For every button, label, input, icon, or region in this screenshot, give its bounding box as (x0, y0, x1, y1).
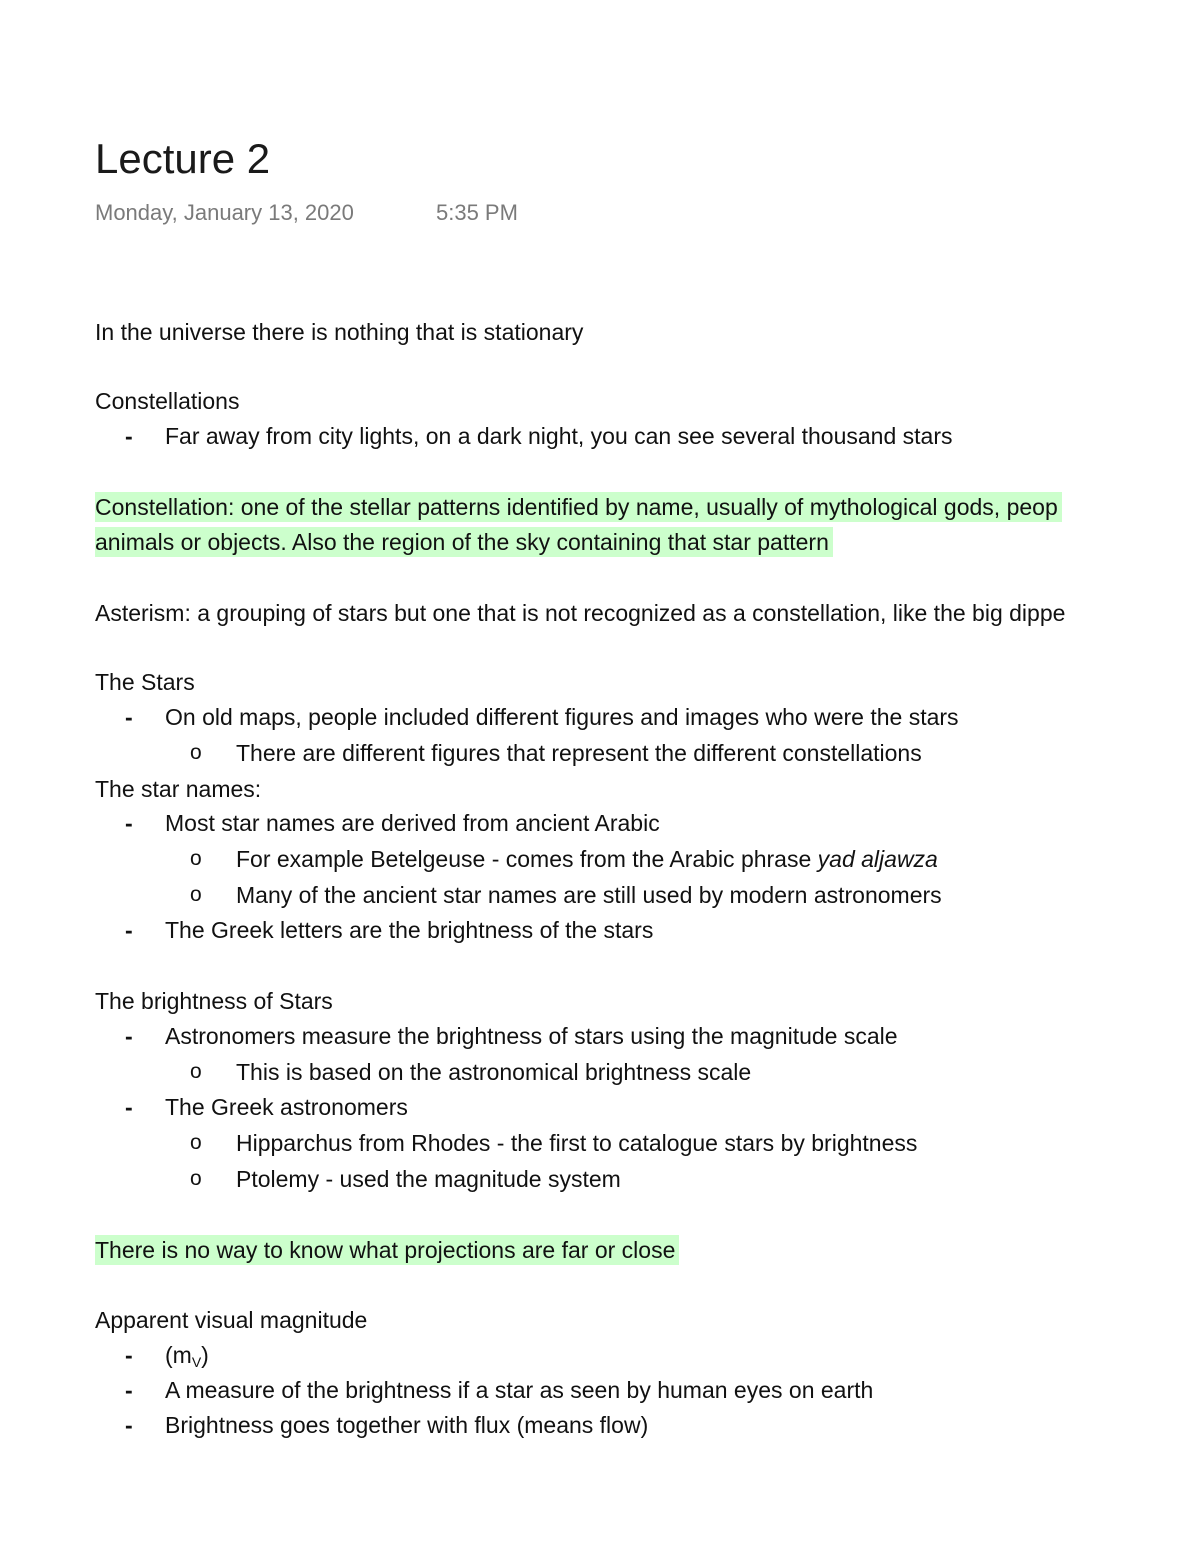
dash-bullet: - (125, 810, 133, 836)
highlight: animals or objects. Also the region of the sky containing that star pattern (95, 527, 833, 557)
page-title: Lecture 2 (95, 135, 271, 182)
brightness-subbullet-2: Hipparchus from Rhodes - the first to catalogue stars by brightness (236, 1130, 918, 1156)
circle-bullet: o (190, 1167, 202, 1190)
brightness-bullet-1: Astronomers measure the brightness of stars using the magnitude scale (165, 1023, 898, 1049)
page-meta (95, 199, 518, 227)
constellations-heading: Constellations (95, 388, 240, 414)
brightness-heading: The brightness of Stars (95, 988, 333, 1014)
apparent-bullet-2: A measure of the brightness if a star as seen by human eyes on earth (165, 1377, 874, 1403)
dash-bullet: - (125, 423, 133, 449)
brightness-subbullet-3: Ptolemy - used the magnitude system (236, 1166, 621, 1192)
star-names-subbullet-2: Many of the ancient star names are still used by modern astronomers (236, 882, 942, 908)
star-names-bullet-1: Most star names are derived from ancient Arabic (165, 810, 660, 836)
apparent-bullet-3: Brightness goes together with flux (means flow) (165, 1412, 649, 1438)
circle-bullet: o (190, 883, 202, 906)
brightness-bullet-2: The Greek astronomers (165, 1094, 408, 1120)
stars-subbullet-1: There are different figures that represent the different constellations (236, 740, 922, 766)
mv-subscript: V (191, 1354, 202, 1370)
apparent-magnitude-heading: Apparent visual magnitude (95, 1307, 368, 1333)
star-names-bullet-2: The Greek letters are the brightness of the stars (165, 917, 654, 943)
stars-bullet-1: On old maps, people included different figures and images who were the stars (165, 704, 959, 730)
highlight: There is no way to know what projections are far or close (95, 1235, 679, 1265)
circle-bullet: o (190, 847, 202, 870)
dash-bullet: - (125, 704, 133, 730)
mv-close: ) (201, 1342, 209, 1368)
dash-bullet: - (125, 1023, 133, 1049)
intro-line: In the universe there is nothing that is stationary (95, 319, 584, 345)
constellations-bullet-1: Far away from city lights, on a dark night, you can see several thousand stars (165, 423, 953, 449)
star-names-heading: The star names: (95, 776, 262, 802)
dash-bullet: - (125, 1342, 133, 1368)
dash-bullet: - (125, 1094, 133, 1120)
circle-bullet: o (190, 1060, 202, 1083)
projections-note (95, 1234, 679, 1266)
asterism-line: Asterism: a grouping of stars but one that is not recognized as a constellation, like the big dippe (95, 600, 1066, 626)
dash-bullet: - (125, 1412, 133, 1438)
betelgeuse-text: For example Betelgeuse - comes from the Arabic phrase (236, 846, 818, 872)
constellation-definition-line-2 (95, 526, 833, 558)
mv-open: (m (165, 1342, 192, 1368)
star-names-subbullet-1 (236, 843, 938, 875)
stars-heading: The Stars (95, 669, 195, 695)
arabic-phrase: yad aljawza (817, 846, 938, 872)
page-time: 5:35 PM (436, 200, 518, 225)
circle-bullet: o (190, 741, 202, 764)
dash-bullet: - (125, 917, 133, 943)
apparent-bullet-1 (165, 1339, 209, 1378)
constellation-definition-line-1 (95, 491, 1062, 523)
circle-bullet: o (190, 1131, 202, 1154)
dash-bullet: - (125, 1377, 133, 1403)
highlight: Constellation: one of the stellar patterns identified by name, usually of mythological gods, peop (95, 492, 1062, 522)
page-date: Monday, January 13, 2020 (95, 200, 354, 225)
brightness-subbullet-1: This is based on the astronomical brightness scale (236, 1059, 752, 1085)
